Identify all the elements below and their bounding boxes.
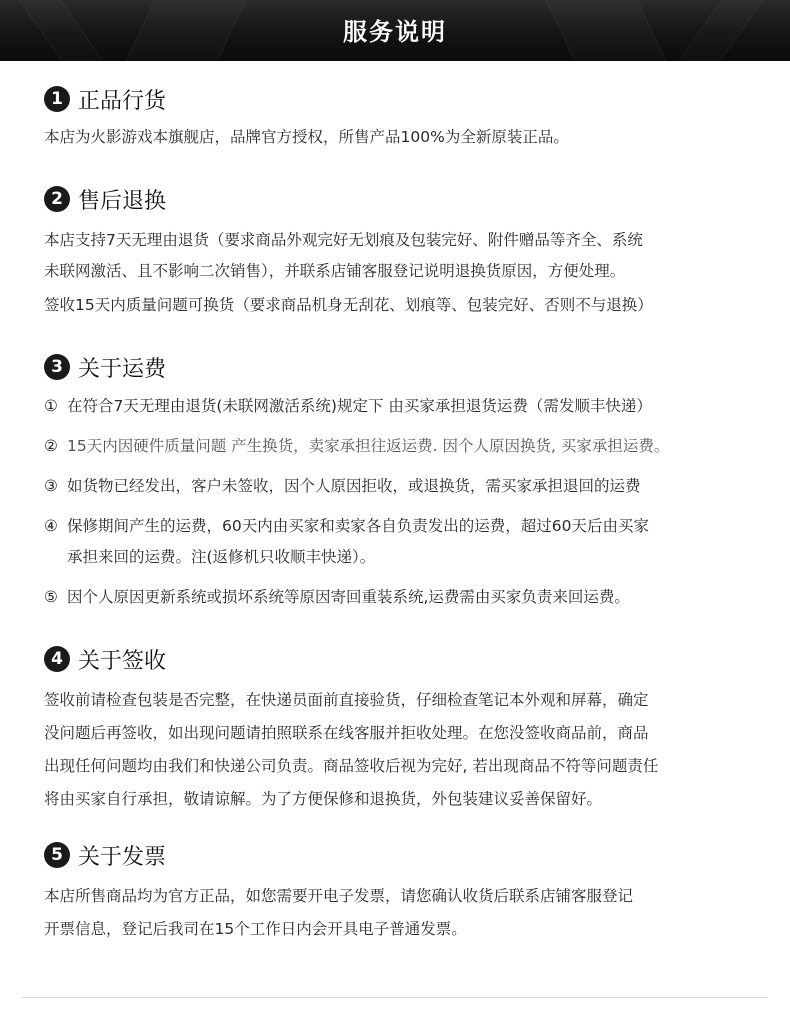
list-marker: ① (44, 397, 58, 415)
list-item-continuation (44, 542, 754, 573)
number-4-icon: 4 (44, 646, 70, 672)
section-shipping-fees (44, 352, 754, 613)
list-marker: ④ (44, 517, 58, 535)
bottom-divider (22, 997, 768, 998)
list-text: 15天内因硬件质量问题 产生换货，卖家承担往返运费. 因个人原因换货, 买家承担运费。 (67, 437, 670, 455)
section-header (44, 184, 754, 214)
list-marker: ② (44, 437, 58, 455)
section-text: 开票信息，登记后我司在15个工作日内会开具电子普通发票。 (44, 920, 467, 938)
list-item (44, 471, 754, 502)
list-text: 承担来回的运费。注(返修机只收顺丰快递）。 (67, 548, 376, 566)
list-text: 在符合7天无理由退货(未联网激活系统)规定下 由买家承担退货运费（需发顺丰快递） (67, 397, 652, 415)
page-title: 服务说明 (343, 18, 447, 46)
number-3-icon: 3 (44, 354, 70, 380)
section-after-sales (44, 184, 754, 323)
section-genuine-products (44, 84, 754, 154)
number-1-icon: 1 (44, 86, 70, 112)
header-banner (0, 0, 790, 61)
section-title: 关于运费 (78, 356, 167, 382)
section-text: 没问题后再签收，如出现问题请拍照联系在线客服并拒收处理。在您没签收商品前，商品 (44, 724, 649, 742)
list-item (44, 582, 754, 613)
section-header (44, 644, 754, 674)
number-2-icon: 2 (44, 186, 70, 212)
section-invoice (44, 840, 754, 946)
list-item (44, 391, 754, 422)
section-text: 将由买家自行承担，敬请谅解。为了方便保修和退换货，外包装建议妥善保留好。 (44, 790, 603, 808)
section-text: 本店为火影游戏本旗舰店，品牌官方授权，所售产品100%为全新原装正品。 (44, 128, 569, 146)
list-item (44, 511, 754, 542)
section-text: 本店支持7天无理由退货（要求商品外观完好无划痕及包装完好、附件赠品等齐全、系统 (44, 231, 643, 249)
list-text: 保修期间产生的运费，60天内由买家和卖家各自负责发出的运费，超过60天后由买家 (67, 517, 649, 535)
section-text: 未联网激活、且不影响二次销售），并联系店铺客服登记说明退换货原因，方便处理。 (44, 262, 626, 280)
list-marker: ③ (44, 477, 58, 495)
list-marker: ⑤ (44, 588, 58, 606)
section-text: 出现任何问题均由我们和快递公司负责。商品签收后视为完好, 若出现商品不符等问题责任 (44, 757, 659, 775)
section-delivery-acceptance (44, 644, 754, 816)
section-header (44, 840, 754, 870)
list-text: 如货物已经发出，客户未签收，因个人原因拒收，或退换货，需买家承担退回的运费 (67, 477, 641, 495)
section-title: 售后退换 (78, 188, 167, 214)
number-5-icon: 5 (44, 842, 70, 868)
section-header (44, 352, 754, 382)
section-title: 关于发票 (78, 844, 167, 870)
section-text: 签收前请检查包装是否完整，在快递员面前直接验货，仔细检查笔记本外观和屏幕，确定 (44, 691, 649, 709)
section-title: 关于签收 (78, 648, 167, 674)
section-text: 本店所售商品均为官方正品，如您需要开电子发票，请您确认收货后联系店铺客服登记 (44, 887, 634, 905)
list-text: 因个人原因更新系统或损坏系统等原因寄回重装系统,运费需由买家负责来回运费。 (67, 588, 630, 606)
list-item (44, 431, 754, 462)
section-header (44, 84, 754, 114)
section-text: 签收15天内质量问题可换货（要求商品机身无刮花、划痕等、包装完好、否则不与退换） (44, 296, 653, 314)
section-title: 正品行货 (78, 88, 167, 114)
